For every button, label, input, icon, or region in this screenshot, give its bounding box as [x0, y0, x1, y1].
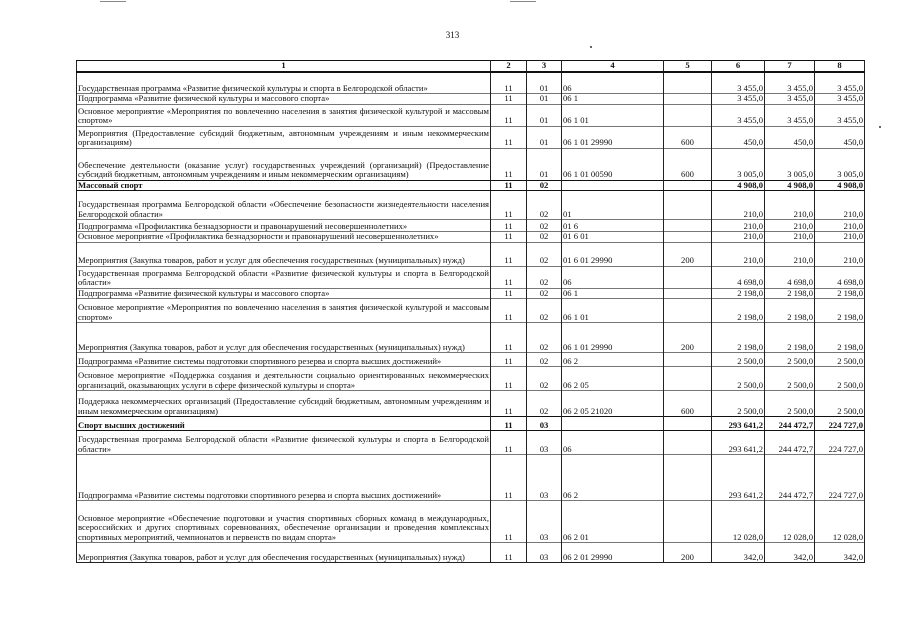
table-row — [77, 104, 865, 126]
target-article-cell: 06 2 05 21020 — [562, 391, 664, 417]
expense-type-cell: 200 — [664, 323, 712, 353]
row-name-cell: Обеспечение деятельности (оказание услуг) государственных учреждений (организаций) (Предоставление субсидий бюджетным, автономным учреждениям и иным некоммерческим организациям) — [77, 148, 491, 180]
expense-type-cell — [664, 353, 712, 367]
subsection-code-cell: 03 — [527, 543, 562, 563]
budget-table — [76, 60, 865, 563]
target-article-cell: 06 1 01 29990 — [562, 323, 664, 353]
amount-year-2-cell: 210,0 — [765, 232, 815, 243]
target-article-cell — [562, 180, 664, 191]
row-name-cell: Основное мероприятие «Поддержка создания и деятельности социально ориентированных некоммерческих организаций, оказывающих услуги в сфере физической культуры и спорта» — [77, 367, 491, 391]
amount-year-3-cell: 210,0 — [815, 220, 865, 232]
amount-year-2-cell: 210,0 — [765, 242, 815, 266]
target-article-cell: 01 6 — [562, 220, 664, 232]
amount-year-2-cell: 3 455,0 — [765, 104, 815, 126]
subsection-code-cell: 01 — [527, 148, 562, 180]
amount-year-2-cell: 3 005,0 — [765, 148, 815, 180]
expense-type-cell: 600 — [664, 148, 712, 180]
expense-type-cell — [664, 367, 712, 391]
expense-type-cell — [664, 72, 712, 94]
expense-type-cell: 600 — [664, 126, 712, 148]
section-code-cell: 11 — [491, 126, 527, 148]
target-article-cell: 06 — [562, 72, 664, 94]
target-article-cell: 06 2 01 29990 — [562, 543, 664, 563]
amount-year-1-cell: 3 005,0 — [712, 148, 765, 180]
amount-year-2-cell: 3 455,0 — [765, 94, 815, 105]
subsection-code-cell: 02 — [527, 288, 562, 299]
column-header: 2 — [491, 61, 527, 72]
amount-year-1-cell: 210,0 — [712, 242, 765, 266]
row-name-cell: Основное мероприятие «Мероприятия по вовлечению населения в занятия физической культурой и массовым спортом» — [77, 299, 491, 323]
amount-year-1-cell: 2 500,0 — [712, 353, 765, 367]
amount-year-3-cell: 2 198,0 — [815, 299, 865, 323]
row-name-cell: Мероприятия (Предоставление субсидий бюджетным, автономным учреждениям и иным некоммерческим организациям) — [78, 127, 489, 148]
column-header: 3 — [527, 61, 562, 72]
amount-year-3-cell: 450,0 — [815, 126, 865, 148]
amount-year-3-cell: 224 727,0 — [815, 431, 865, 455]
amount-year-3-cell: 4 698,0 — [815, 266, 865, 288]
target-article-cell: 06 2 — [562, 353, 664, 367]
expense-type-cell — [664, 455, 712, 501]
target-article-cell: 06 1 01 00590 — [562, 148, 664, 180]
expense-type-cell — [664, 104, 712, 126]
section-code-cell: 11 — [491, 391, 527, 417]
target-article-cell: 06 1 01 — [562, 104, 664, 126]
section-code-cell: 11 — [491, 266, 527, 288]
subsection-code-cell: 02 — [527, 391, 562, 417]
expense-type-cell — [664, 220, 712, 232]
amount-year-3-cell: 4 908,0 — [815, 180, 865, 191]
amount-year-3-cell: 2 500,0 — [815, 367, 865, 391]
amount-year-3-cell: 342,0 — [815, 543, 865, 563]
row-name-cell: Государственная программа Белгородской области «Развитие физической культуры и спорта в Белгородской области» — [77, 431, 491, 455]
expense-type-cell: 200 — [664, 242, 712, 266]
section-code-cell: 11 — [491, 104, 527, 126]
amount-year-2-cell: 210,0 — [765, 220, 815, 232]
subsection-code-cell: 03 — [527, 417, 562, 431]
row-name-cell: Подпрограмма «Развитие системы подготовки спортивного резерва и спорта высших достижений» — [77, 353, 491, 367]
expense-type-cell — [664, 266, 712, 288]
column-header: 5 — [664, 61, 712, 72]
row-name-cell: Государственная программа Белгородской области «Развитие физической культуры и спорта в Белгородской области» — [78, 267, 489, 288]
amount-year-1-cell: 2 198,0 — [712, 288, 765, 299]
target-article-cell: 06 2 05 — [562, 367, 664, 391]
section-code-cell: 11 — [491, 232, 527, 243]
amount-year-2-cell: 4 908,0 — [765, 180, 815, 191]
section-code-cell: 11 — [491, 180, 527, 191]
table-row — [77, 148, 865, 180]
row-name-cell: Государственная программа Белгородской области «Обеспечение безопасности жизнедеятельности населения Белгородской области» — [77, 191, 491, 220]
amount-year-2-cell: 2 198,0 — [765, 323, 815, 353]
section-code-cell: 11 — [491, 431, 527, 455]
amount-year-2-cell: 244 472,7 — [765, 455, 815, 501]
expense-type-cell — [664, 417, 712, 431]
table-row — [77, 455, 865, 501]
subsection-code-cell: 02 — [527, 242, 562, 266]
amount-year-3-cell: 3 455,0 — [815, 104, 865, 126]
amount-year-1-cell: 3 455,0 — [712, 104, 765, 126]
section-code-cell: 11 — [491, 288, 527, 299]
amount-year-2-cell: 2 500,0 — [765, 391, 815, 417]
subsection-code-cell: 02 — [527, 367, 562, 391]
table-row — [77, 266, 865, 288]
section-code-cell: 11 — [491, 417, 527, 431]
table-row — [77, 220, 865, 232]
section-code-cell: 11 — [491, 191, 527, 220]
subsection-code-cell: 03 — [527, 455, 562, 501]
column-header: 4 — [562, 61, 664, 72]
amount-year-2-cell: 244 472,7 — [765, 431, 815, 455]
subsection-code-cell: 02 — [527, 180, 562, 191]
row-name-cell: Поддержка некоммерческих организаций (Предоставление субсидий бюджетным, автономным учреждениям и иным некоммерческим организациям) — [77, 391, 491, 417]
target-article-cell: 06 1 01 — [562, 299, 664, 323]
amount-year-2-cell: 12 028,0 — [765, 501, 815, 543]
amount-year-3-cell: 210,0 — [815, 232, 865, 243]
row-name-cell: Спорт высших достижений — [77, 417, 491, 431]
target-article-cell: 06 1 — [562, 94, 664, 105]
table-row — [77, 431, 865, 455]
amount-year-1-cell: 12 028,0 — [712, 501, 765, 543]
amount-year-3-cell: 2 500,0 — [815, 391, 865, 417]
page-number: 313 — [445, 30, 460, 40]
subsection-code-cell: 02 — [527, 232, 562, 243]
amount-year-1-cell: 293 641,2 — [712, 417, 765, 431]
target-article-cell: 06 — [562, 266, 664, 288]
amount-year-3-cell: 12 028,0 — [815, 501, 865, 543]
subsection-code-cell: 03 — [527, 501, 562, 543]
scan-top-marks — [0, 0, 905, 6]
amount-year-2-cell: 210,0 — [765, 191, 815, 220]
row-name-cell: Мероприятия (Закупка товаров, работ и услуг для обеспечения государственных (муниципальных) нужд) — [77, 543, 491, 563]
target-article-cell: 06 2 — [562, 455, 664, 501]
amount-year-3-cell: 210,0 — [815, 242, 865, 266]
column-header: 7 — [765, 61, 815, 72]
expense-type-cell — [664, 299, 712, 323]
expense-type-cell — [664, 191, 712, 220]
section-code-cell: 11 — [491, 299, 527, 323]
section-code-cell: 11 — [491, 323, 527, 353]
table-row — [77, 299, 865, 323]
subsection-code-cell: 01 — [527, 94, 562, 105]
expense-type-cell — [664, 431, 712, 455]
expense-type-cell — [664, 180, 712, 191]
expense-type-cell — [664, 94, 712, 105]
amount-year-1-cell: 293 641,2 — [712, 455, 765, 501]
amount-year-3-cell: 210,0 — [815, 191, 865, 220]
amount-year-1-cell: 293 641,2 — [712, 431, 765, 455]
subsection-code-cell: 01 — [527, 126, 562, 148]
amount-year-1-cell: 2 500,0 — [712, 391, 765, 417]
table-row — [77, 501, 865, 543]
amount-year-3-cell: 3 005,0 — [815, 148, 865, 180]
section-code-cell: 11 — [491, 455, 527, 501]
target-article-cell: 01 6 01 — [562, 232, 664, 243]
amount-year-1-cell: 210,0 — [712, 191, 765, 220]
table-row — [77, 126, 865, 148]
amount-year-3-cell: 2 198,0 — [815, 288, 865, 299]
amount-year-1-cell: 342,0 — [712, 543, 765, 563]
section-code-cell: 11 — [491, 94, 527, 105]
subsection-code-cell: 03 — [527, 431, 562, 455]
amount-year-1-cell: 3 455,0 — [712, 72, 765, 94]
amount-year-1-cell: 4 908,0 — [712, 180, 765, 191]
amount-year-3-cell: 3 455,0 — [815, 72, 865, 94]
scan-speck — [879, 126, 881, 128]
amount-year-2-cell: 4 698,0 — [765, 266, 815, 288]
row-name-cell: Мероприятия (Закупка товаров, работ и услуг для обеспечения государственных (муниципальных) нужд) — [77, 323, 491, 353]
amount-year-1-cell: 3 455,0 — [712, 94, 765, 105]
amount-year-3-cell: 2 500,0 — [815, 353, 865, 367]
amount-year-1-cell: 2 198,0 — [712, 323, 765, 353]
expense-type-cell — [664, 501, 712, 543]
table-row — [77, 72, 865, 94]
section-code-cell: 11 — [491, 543, 527, 563]
target-article-cell: 06 1 01 29990 — [562, 126, 664, 148]
row-name-cell: Основное мероприятие «Обеспечение подготовки и участия спортивных сборных команд в международных, всероссийских и других спортивных соревнованиях, обеспечение организации и проведения комплексных спортивных мероприятий, чемпионатов и первенств по видам спорта» — [77, 501, 491, 543]
table-header-row — [77, 61, 865, 72]
amount-year-2-cell: 2 500,0 — [765, 353, 815, 367]
subsection-code-cell: 01 — [527, 104, 562, 126]
amount-year-2-cell: 2 500,0 — [765, 367, 815, 391]
section-code-cell: 11 — [491, 353, 527, 367]
amount-year-1-cell: 210,0 — [712, 220, 765, 232]
row-name-cell: Подпрограмма «Развитие физической культуры и массового спорта» — [77, 94, 491, 105]
amount-year-2-cell: 3 455,0 — [765, 72, 815, 94]
section-row — [77, 180, 865, 191]
row-name-cell: Массовый спорт — [77, 180, 491, 191]
amount-year-2-cell: 2 198,0 — [765, 299, 815, 323]
section-row — [77, 417, 865, 431]
table-row — [77, 353, 865, 367]
table-row — [77, 543, 865, 563]
section-code-cell: 11 — [491, 367, 527, 391]
target-article-cell: 06 1 — [562, 288, 664, 299]
amount-year-1-cell: 450,0 — [712, 126, 765, 148]
row-name-cell: Подпрограмма «Развитие физической культуры и массового спорта» — [77, 288, 491, 299]
amount-year-2-cell: 2 198,0 — [765, 288, 815, 299]
target-article-cell: 01 — [562, 191, 664, 220]
amount-year-3-cell: 2 198,0 — [815, 323, 865, 353]
row-name-cell: Основное мероприятие «Профилактика безнадзорности и правонарушений несовершеннолетних» — [77, 232, 491, 243]
expense-type-cell: 600 — [664, 391, 712, 417]
table-row — [77, 191, 865, 220]
subsection-code-cell: 02 — [527, 220, 562, 232]
table-row — [77, 367, 865, 391]
expense-type-cell — [664, 288, 712, 299]
column-header: 6 — [712, 61, 765, 72]
row-name-cell: Подпрограмма «Профилактика безнадзорности и правонарушений несовершеннолетних» — [77, 220, 491, 232]
row-name-cell: Подпрограмма «Развитие системы подготовки спортивного резерва и спорта высших достижений» — [77, 455, 491, 501]
amount-year-3-cell: 224 727,0 — [815, 417, 865, 431]
column-header: 1 — [77, 61, 491, 72]
subsection-code-cell: 02 — [527, 191, 562, 220]
amount-year-3-cell: 224 727,0 — [815, 455, 865, 501]
table-row — [77, 391, 865, 417]
amount-year-2-cell: 450,0 — [765, 126, 815, 148]
amount-year-1-cell: 210,0 — [712, 232, 765, 243]
subsection-code-cell: 02 — [527, 353, 562, 367]
subsection-code-cell: 02 — [527, 299, 562, 323]
expense-type-cell: 200 — [664, 543, 712, 563]
section-code-cell: 11 — [491, 148, 527, 180]
row-name-cell: Мероприятия (Закупка товаров, работ и услуг для обеспечения государственных (муниципальных) нужд) — [77, 242, 491, 266]
amount-year-1-cell: 2 198,0 — [712, 299, 765, 323]
subsection-code-cell: 01 — [527, 72, 562, 94]
table-row — [77, 288, 865, 299]
target-article-cell: 01 6 01 29990 — [562, 242, 664, 266]
amount-year-1-cell: 4 698,0 — [712, 266, 765, 288]
amount-year-3-cell: 3 455,0 — [815, 94, 865, 105]
target-article-cell: 06 2 01 — [562, 501, 664, 543]
section-code-cell: 11 — [491, 501, 527, 543]
row-name-cell: Основное мероприятие «Мероприятия по вовлечению населения в занятия физической культурой и массовым спортом» — [78, 105, 489, 126]
table-row — [77, 323, 865, 353]
subsection-code-cell: 02 — [527, 266, 562, 288]
target-article-cell: 06 — [562, 431, 664, 455]
row-name-cell: Государственная программа «Развитие физической культуры и спорта в Белгородской области» — [77, 72, 491, 94]
amount-year-2-cell: 342,0 — [765, 543, 815, 563]
subsection-code-cell: 02 — [527, 323, 562, 353]
column-header: 8 — [815, 61, 865, 72]
table-row — [77, 232, 865, 243]
expense-type-cell — [664, 232, 712, 243]
scan-speck — [590, 46, 592, 48]
amount-year-2-cell: 244 472,7 — [765, 417, 815, 431]
target-article-cell — [562, 417, 664, 431]
table-row — [77, 94, 865, 105]
section-code-cell: 11 — [491, 242, 527, 266]
section-code-cell: 11 — [491, 220, 527, 232]
table-row — [77, 242, 865, 266]
amount-year-1-cell: 2 500,0 — [712, 367, 765, 391]
section-code-cell: 11 — [491, 72, 527, 94]
